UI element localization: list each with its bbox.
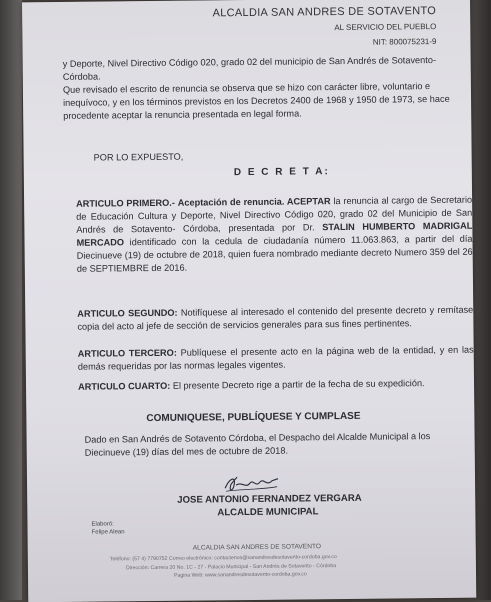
article-fourth-text: El presente Decreto rige a partir de la fecha de su expedición. bbox=[170, 378, 425, 391]
article-fourth bbox=[78, 377, 474, 394]
footer-title: ALCALDIA SAN ANDRES DE SOTAVENTO bbox=[192, 543, 322, 552]
elaborated-by bbox=[91, 520, 124, 536]
signer-title: ALCALDE MUNICIPAL bbox=[217, 506, 319, 519]
letterhead-nit: NIT: 800075231-9 bbox=[372, 37, 437, 47]
decreta-heading: D E C R E T A: bbox=[233, 166, 330, 179]
por-lo-expuesto: POR LO EXPUESTO, bbox=[93, 151, 184, 163]
article-first-person-name: STALIN HUMBERTO MADRIGAL MERCADO bbox=[76, 220, 473, 248]
article-third-text: Publíquese el presente acto en la página web de la entidad, y en las demás requeridas por las normas legales vigentes. bbox=[77, 344, 474, 372]
letterhead-subtitle: AL SERVICIO DEL PUEBLO bbox=[334, 22, 437, 33]
article-third-heading: ARTICULO TERCERO: bbox=[77, 347, 177, 359]
article-first-text-end: identificado con la cedula de ciudadanía número 11.063.863, a partir del día Diecinueve (19) de octubre de 2018, quien fuera nombrado mediante decreto Numero 359 del 26 de SEPTIEMBRE de 2016. bbox=[76, 233, 473, 274]
article-second bbox=[77, 304, 473, 334]
article-first-heading: ARTICULO PRIMERO.- bbox=[76, 197, 175, 209]
article-first-text: la renuncia al cargo de Secretario de Educación Cultura y Deporte, Nivel Directivo Código 020, grado 02 del Municipio de San Andrés de Sotavento- Córdoba, presentada por Dr. bbox=[76, 194, 473, 235]
elaborated-by-label: Elaboró: bbox=[91, 521, 114, 528]
article-third bbox=[78, 344, 474, 374]
footer-website: Pagina Web: www.sanandresdesotavento-cordoba.gov.co bbox=[173, 571, 307, 579]
footer-address: Dirección: Carrera 20 No. 1C - 27 - Palacio Municipal - San Andrés de Sotavento - Córdoba bbox=[125, 563, 337, 572]
document-page bbox=[22, 0, 476, 602]
article-fourth-heading: ARTICULO CUARTO: bbox=[77, 380, 171, 392]
left-background-edge bbox=[0, 0, 22, 600]
article-second-text: Notifíquese al interesado el contenido del presente decreto y remítase copia del acto al jefe de sección de servicios generales para sus fines pertinentes. bbox=[77, 304, 474, 332]
paragraph-considerando: Que revisado el escrito de renuncia se observa que se hizo con carácter libre, voluntario e inequívoco, y en los términos previstos en los Decretos 2400 de 1968 y 1950 de 1973, se hace procedente aceptar la renuncia presentada en legal forma. bbox=[62, 81, 450, 121]
dado-en-paragraph: Dado en San Andrés de Sotavento Córdoba, el Despacho del Alcalde Municipal a los Diecinueve (19) días del mes de octubre de 2018. bbox=[84, 431, 431, 458]
paragraph-continuation: y Deporte, Nivel Directivo Código 020, grado 02 del municipio de San Andrés de Sotavento- Córdoba. bbox=[62, 55, 437, 82]
article-first-subheading: Aceptación de renuncia. ACEPTAR bbox=[177, 196, 331, 208]
letterhead-title: ALCALDIA SAN ANDRES DE SOTAVENTO bbox=[212, 5, 437, 20]
article-first bbox=[76, 194, 473, 276]
elaborated-by-name: Felipe Alean bbox=[91, 529, 125, 536]
comuniquese-heading: COMUNIQUESE, PUBLÍQUESE Y CUMPLASE bbox=[146, 410, 361, 425]
article-second-heading: ARTICULO SEGUNDO: bbox=[77, 307, 178, 319]
signer-name: JOSE ANTONIO FERNANDEZ VERGARA bbox=[177, 492, 362, 506]
footer-contact: Teléfono: (57 4) 7790752 Correo electrónico: contactenos@sanandresdesotavento-cordoba.gov.co bbox=[109, 554, 337, 563]
